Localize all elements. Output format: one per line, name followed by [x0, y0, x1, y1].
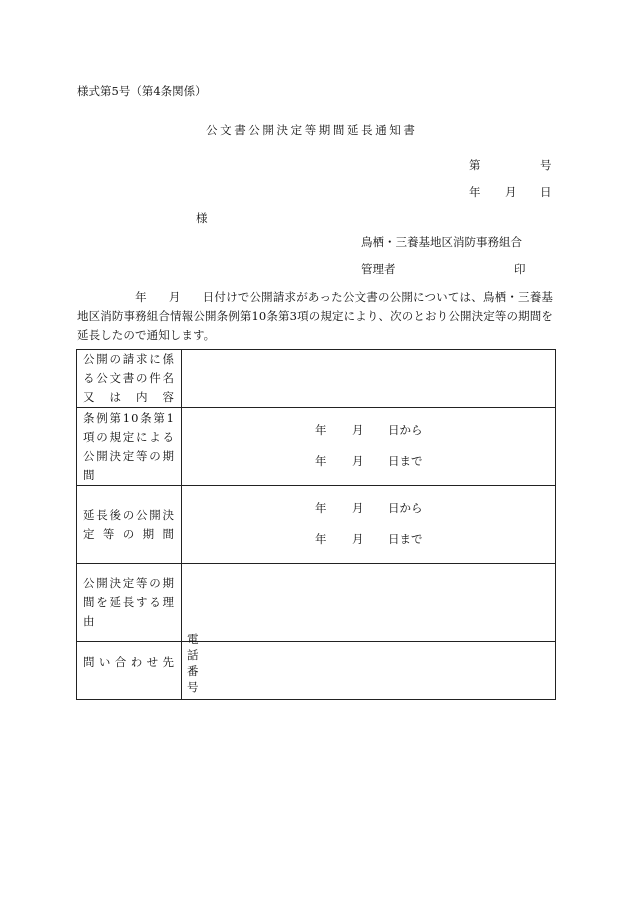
seal-mark: 印: [514, 262, 526, 276]
period-month: 月: [352, 531, 364, 546]
issue-date-year: 年: [469, 185, 481, 199]
period-year: 年: [315, 531, 327, 546]
sender-title: 管理者: [361, 262, 396, 276]
label-cell: [77, 486, 182, 564]
period-month: 月: [352, 422, 364, 437]
document-number-suffix: 号: [540, 158, 552, 172]
table-row: [77, 642, 556, 700]
label-cell: [77, 350, 182, 408]
row-label-reason: 公開決定等の期間を延長する理由: [83, 576, 175, 628]
row-label-original-period: 条例第10条第1項の規定による公開決定等の期間: [83, 410, 175, 482]
label-cell: [77, 564, 182, 642]
period-to-line: [182, 453, 555, 472]
period-from-line: [182, 500, 555, 519]
period-day: 日から: [388, 422, 423, 437]
period-year: 年: [315, 422, 327, 437]
period-month: 月: [352, 500, 364, 515]
phone-label: 電話番号: [187, 632, 199, 694]
addressee-suffix: 様: [196, 211, 208, 225]
document-title: 公文書公開決定等期間延長通知書: [206, 123, 418, 137]
document-number-prefix: 第: [469, 158, 481, 172]
value-cell-subject: [182, 350, 556, 408]
issue-date-day: 日: [540, 185, 552, 199]
row-label-extended-period: 延長後の公開決定等の期間: [83, 507, 175, 541]
period-day: 日から: [388, 500, 423, 515]
value-cell-original-period: [182, 408, 556, 486]
period-from-line: [182, 422, 555, 441]
value-cell-contact: [182, 642, 556, 700]
period-year: 年: [315, 500, 327, 515]
value-cell-extended-period: [182, 486, 556, 564]
body-year: 年: [135, 290, 147, 304]
table-row: [77, 564, 556, 642]
row-label-subject: 公開の請求に係る公文書の件名又は内容: [83, 352, 175, 404]
period-month: 月: [352, 453, 364, 468]
period-year: 年: [315, 453, 327, 468]
body-month: 月: [168, 290, 181, 304]
row-label-contact: 問い合わせ先: [83, 655, 175, 669]
label-cell: [77, 632, 199, 700]
sender-organization: 鳥栖・三養基地区消防事務組合: [361, 235, 522, 249]
label-cell: [77, 408, 182, 486]
table-row: [77, 350, 556, 408]
period-day: 日まで: [388, 531, 423, 546]
period-day: 日まで: [388, 453, 423, 468]
period-to-line: [182, 531, 555, 550]
issue-date-month: 月: [505, 185, 517, 199]
notice-table: [76, 349, 556, 700]
body-text: 日付けで公開請求があった公文書の公開については、鳥栖・三養基地区消防事務組合情報公開条例第10条第3項の規定により、次のとおり公開決定等の期間を延長したので通知します。: [77, 290, 554, 342]
form-number: 様式第5号（第4条関係）: [77, 84, 207, 98]
value-cell-reason: [182, 564, 556, 642]
table-row: [77, 486, 556, 564]
table-row: [77, 408, 556, 486]
notice-body: [77, 288, 553, 345]
